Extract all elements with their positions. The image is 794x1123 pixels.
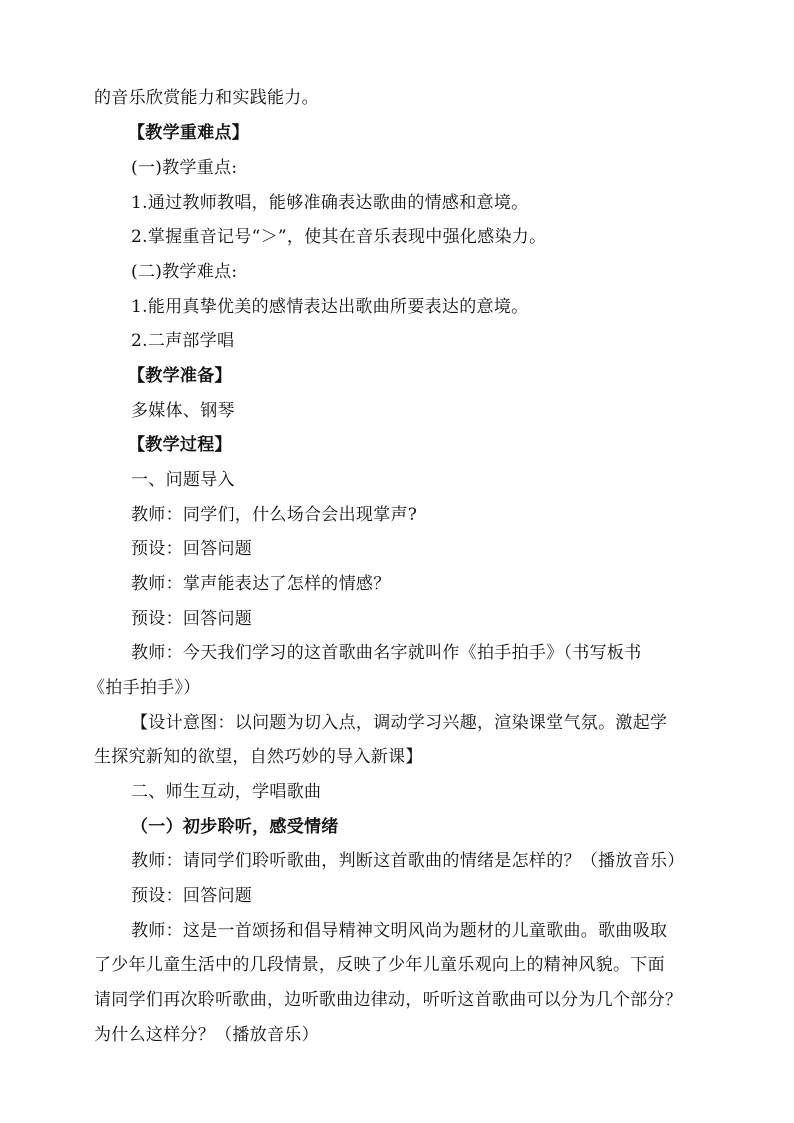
text-line-teacher-explain-3: 请同学们再次聆听歌曲，边听歌曲边律动，听听这首歌曲可以分为几个部分？ <box>94 990 683 1010</box>
section-heading-key-points: 【教学重难点】 <box>128 123 250 143</box>
subheading-teaching-difficulty: (二)教学难点: <box>131 262 238 282</box>
text-line-teacher-intro-song: 教师：今天我们学习的这首歌曲名字就叫作《拍手拍手》（书写板书 <box>131 643 642 663</box>
text-line-focus-1: 1.通过教师教唱，能够准确表达歌曲的情感和意境。 <box>131 193 529 213</box>
text-line-materials: 多媒体、钢琴 <box>131 401 235 421</box>
text-line-focus-2: 2.掌握重音记号“＞”，使其在音乐表现中强化感染力。 <box>131 227 547 247</box>
section-heading-preparation: 【教学准备】 <box>128 366 232 386</box>
text-line-design-intent-2: 生探究新知的欲望，自然巧妙的导入新课】 <box>94 747 423 767</box>
text-line-difficulty-2: 2.二声部学唱 <box>131 331 235 351</box>
text-line-teacher-explain-2: 了少年儿童生活中的几段情景，反映了少年儿童乐观向上的精神风貌。下面 <box>94 955 665 975</box>
section-heading-process: 【教学过程】 <box>128 435 232 455</box>
text-line-preset-1: 预设：回答问题 <box>131 539 253 559</box>
text-line-1: 的音乐欣赏能力和实践能力。 <box>94 88 319 108</box>
subheading-interaction: 二、师生互动，学唱歌曲 <box>131 782 322 802</box>
text-line-teacher-question-1: 教师：同学们，什么场合会出现掌声? <box>131 505 418 525</box>
subheading-question-intro: 一、问题导入 <box>131 470 235 490</box>
text-line-preset-3: 预设：回答问题 <box>131 886 253 906</box>
text-line-design-intent-1: 【设计意图：以问题为切入点，调动学习兴趣，渲染课堂气氛。激起学 <box>131 713 668 733</box>
text-line-song-title-board: 《拍手拍手》） <box>88 678 201 698</box>
text-line-teacher-listen: 教师：请同学们聆听歌曲，判断这首歌曲的情绪是怎样的？（播放音乐） <box>131 851 685 871</box>
text-line-preset-2: 预设：回答问题 <box>131 609 253 629</box>
text-line-difficulty-1: 1.能用真挚优美的感情表达出歌曲所要表达的意境。 <box>131 297 529 317</box>
subheading-teaching-focus: (一)教学重点: <box>131 158 238 178</box>
text-line-teacher-explain-1: 教师：这是一首颂扬和倡导精神文明风尚为题材的儿童歌曲。歌曲吸取 <box>131 921 668 941</box>
text-line-teacher-question-2: 教师：掌声能表达了怎样的情感？ <box>131 574 391 594</box>
subheading-first-listening: （一）初步聆听，感受情绪 <box>131 817 339 837</box>
text-line-teacher-explain-4: 为什么这样分？（播放音乐） <box>94 1025 319 1045</box>
